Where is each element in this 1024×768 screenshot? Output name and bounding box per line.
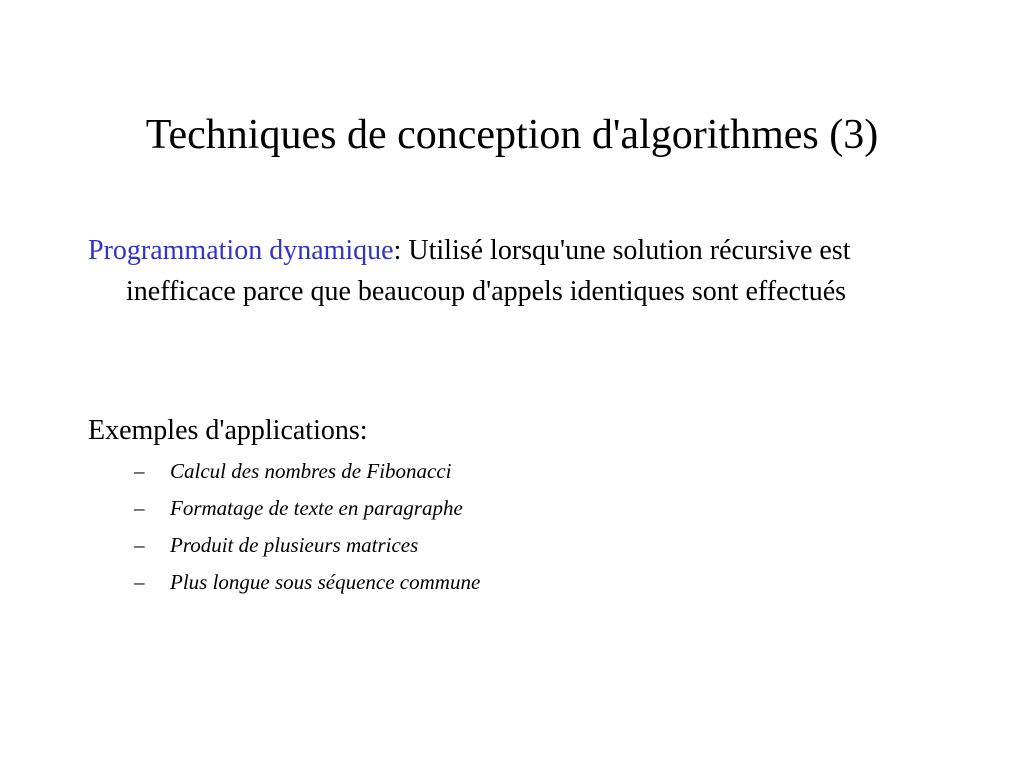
list-item [134, 527, 480, 564]
list-item-text: Plus longue sous séquence commune [170, 570, 481, 594]
list-item-text: Produit de plusieurs matrices [170, 533, 419, 557]
list-item-text: Formatage de texte en paragraphe [170, 496, 463, 520]
dash-bullet: – [134, 570, 145, 594]
dash-bullet: – [134, 496, 145, 520]
slide-title: Techniques de conception d'algorithmes (3) [145, 112, 879, 158]
list-item [134, 564, 480, 601]
definition-paragraph [88, 230, 916, 312]
examples-list [134, 453, 480, 601]
definition-text: : Utilisé lorsqu'une solution récursive est inefficace parce que beaucoup d'appels identiques sont effectués [126, 235, 851, 307]
examples-heading: Exemples d'applications: [88, 415, 368, 446]
definition-term: Programmation dynamique [88, 235, 394, 266]
list-item-text: Calcul des nombres de Fibonacci [170, 459, 452, 483]
dash-bullet: – [134, 459, 145, 483]
list-item [134, 490, 480, 527]
list-item [134, 453, 480, 490]
dash-bullet: – [134, 533, 145, 557]
